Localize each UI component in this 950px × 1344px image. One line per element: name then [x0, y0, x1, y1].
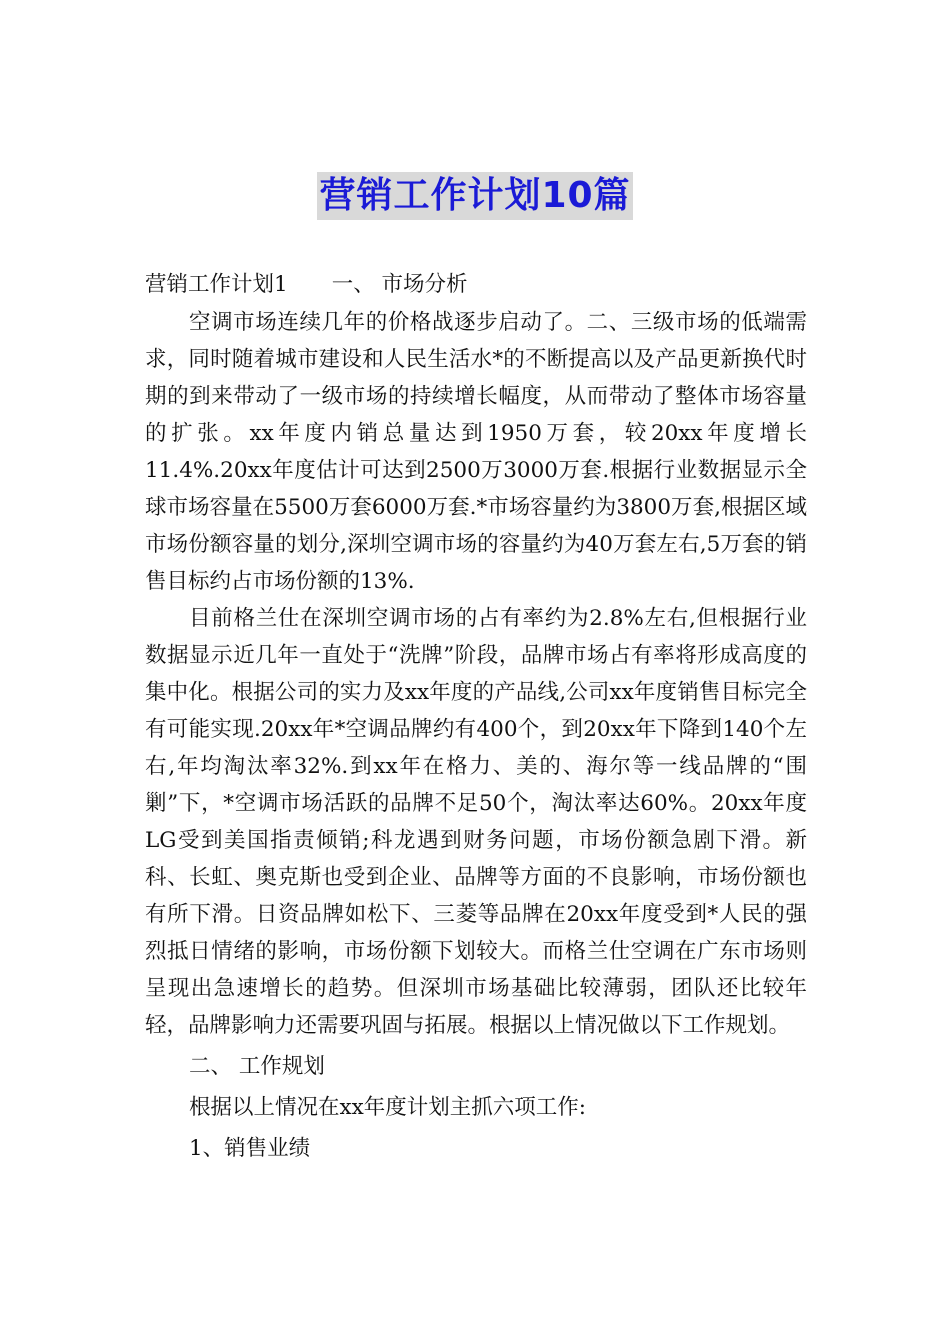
document-body — [145, 266, 807, 1167]
section-two-heading: 二、 工作规划 — [189, 1054, 325, 1079]
document-title: 营销工作计划10篇 — [317, 172, 632, 220]
plan-intro: 根据以上情况在xx年度计划主抓六项工作: — [189, 1095, 586, 1120]
item-one: 1、销售业绩 — [189, 1136, 311, 1161]
title-container — [0, 172, 950, 220]
section-heading-line — [145, 266, 807, 304]
paragraph-market-analysis: 空调市场连续几年的价格战逐步启动了。二、三级市场的低端需求，同时随着城市建设和人民生活水*的不断提高以及产品更新换代时期的到来带动了一级市场的持续增长幅度，从而带动了整体市场容量的扩张。xx年度内销总量达到1950万套，较20xx年度增长11.4%.20xx年度估计可达到2500万3000万套.根据行业数据显示全球市场容量在5500万套6000万套.*市场容量约为3800万套,根据区域市场份额容量的划分,深圳空调市场的容量约为40万套左右,5万套的销售目标约占市场份额的13%. — [145, 310, 807, 594]
paragraph-brand-situation: 目前格兰仕在深圳空调市场的占有率约为2.8%左右,但根据行业数据显示近几年一直处于“洗牌”阶段，品牌市场占有率将形成高度的集中化。根据公司的实力及xx年度的产品线,公司xx年度销售目标完全有可能实现.20xx年*空调品牌约有400个，到20xx年下降到140个左右,年均淘汰率32%.到xx年在格力、美的、海尔等一线品牌的“围剿”下，*空调市场活跃的品牌不足50个，淘汰率达60%。20xx年度LG受到美国指责倾销;科龙遇到财务问题，市场份额急剧下滑。新科、长虹、奥克斯也受到企业、品牌等方面的不良影响，市场份额也有所下滑。日资品牌如松下、三菱等品牌在20xx年度受到*人民的强烈抵日情绪的影响，市场份额下划较大。而格兰仕空调在广东市场则呈现出急速增长的趋势。但深圳市场基础比较薄弱，团队还比较年轻，品牌影响力还需要巩固与拓展。根据以上情况做以下工作规划。 — [145, 606, 807, 1038]
heading-prefix: 营销工作计划1 — [145, 272, 288, 297]
section-one-heading: 一、 市场分析 — [331, 272, 468, 297]
